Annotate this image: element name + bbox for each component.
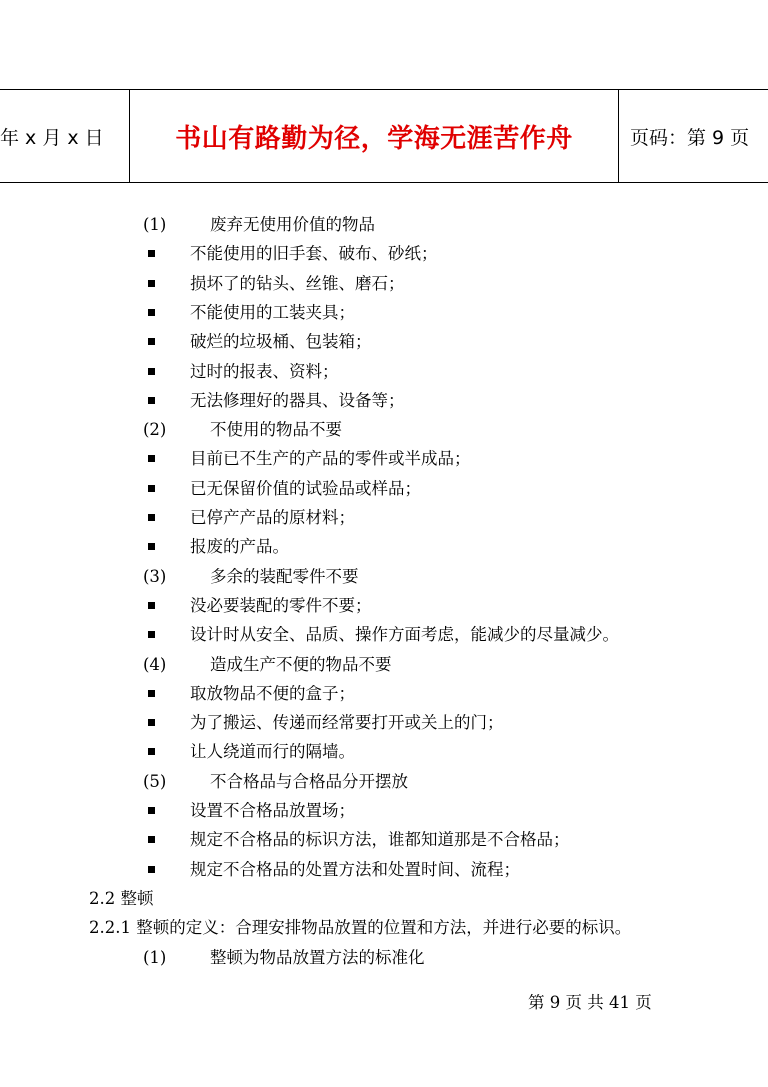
square-bullet-icon [148,250,155,257]
square-bullet-icon [148,368,155,375]
square-bullet-icon [148,309,155,316]
bullet-text: 规定不合格品的标识方法，谁都知道那是不合格品； [190,830,570,850]
bullet-item [0,855,768,884]
bullet-text: 无法修理好的器具、设备等； [190,390,405,410]
header-page-cell [619,90,768,182]
header-motto-cell [130,90,619,182]
header-page-label: 页码：第 9 页 [630,126,750,149]
numbered-heading [0,210,768,239]
square-bullet-icon [148,807,155,814]
bullet-text: 让人绕道而行的隔墙。 [190,742,355,762]
item-number: (1) [143,947,167,967]
bullet-item [0,620,768,649]
square-bullet-icon [148,719,155,726]
header-motto: 书山有路勤为径，学海无涯苦作舟 [175,123,573,154]
bullet-item [0,474,768,503]
section-text: 2.2.1 整顿的定义：合理安排物品放置的位置和方法，并进行必要的标识。 [89,918,632,938]
heading-text: 整顿为物品放置方法的标准化 [210,947,425,967]
square-bullet-icon [148,280,155,287]
page-header [0,89,768,183]
heading-text: 不使用的物品不要 [210,420,342,440]
square-bullet-icon [148,748,155,755]
heading-text: 造成生产不便的物品不要 [210,654,392,674]
section-line [0,884,768,913]
bullet-item [0,825,768,854]
square-bullet-icon [148,485,155,492]
numbered-heading [0,562,768,591]
bullet-item [0,269,768,298]
square-bullet-icon [148,455,155,462]
bullet-text: 取放物品不便的盒子； [190,683,355,703]
bullet-item [0,796,768,825]
bullet-item [0,298,768,327]
bullet-text: 已无保留价值的试验品或样品； [190,478,421,498]
bullet-text: 过时的报表、资料； [190,361,339,381]
bullet-text: 不能使用的旧手套、破布、砂纸； [190,244,438,264]
bullet-text: 没必要装配的零件不要； [190,595,372,615]
section-line [0,913,768,942]
bullet-text: 报废的产品。 [190,537,289,557]
numbered-heading [0,767,768,796]
item-number: (3) [143,566,167,586]
header-date-cell [0,90,130,182]
bullet-item [0,357,768,386]
item-number: (4) [143,654,167,674]
bullet-text: 破烂的垃圾桶、包装箱； [190,332,372,352]
item-number: (2) [143,420,167,440]
header-date: 年 x 月 x 日 [0,126,104,149]
heading-text: 废弃无使用价值的物品 [210,215,375,234]
square-bullet-icon [148,631,155,638]
square-bullet-icon [148,866,155,873]
bullet-text: 已停产产品的原材料； [190,508,355,527]
bullet-text: 不能使用的工装夹具； [190,302,355,322]
square-bullet-icon [148,338,155,345]
square-bullet-icon [148,690,155,697]
bullet-item [0,239,768,268]
bullet-text: 目前已不生产的产品的零件或半成品； [190,449,471,469]
bullet-item [0,532,768,561]
numbered-heading [0,650,768,679]
square-bullet-icon [148,397,155,404]
section-text: 2.2 整顿 [89,888,154,908]
bullet-item [0,503,768,532]
square-bullet-icon [148,543,155,550]
bullet-item [0,737,768,766]
heading-text: 不合格品与合格品分开摆放 [210,771,408,791]
item-number: (1) [143,215,167,234]
bullet-item [0,679,768,708]
bullet-text: 损坏了的钻头、丝锥、磨石； [190,273,405,293]
bullet-text: 设计时从安全、品质、操作方面考虑，能减少的尽量减少。 [190,625,619,645]
bullet-text: 规定不合格品的处置方法和处置时间、流程； [190,859,520,879]
heading-text: 多余的装配零件不要 [210,566,359,586]
item-number: (5) [143,771,167,791]
bullet-text: 设置不合格品放置场； [190,801,355,820]
bullet-text: 为了搬运、传递而经常要打开或关上的门； [190,713,504,733]
square-bullet-icon [148,836,155,843]
bullet-item [0,386,768,415]
bullet-item [0,591,768,620]
page-footer: 第 9 页 共 41 页 [528,993,652,1012]
square-bullet-icon [148,514,155,521]
bullet-item [0,708,768,737]
bullet-item [0,327,768,356]
numbered-heading [0,943,768,972]
bullet-item [0,444,768,473]
numbered-heading [0,415,768,444]
square-bullet-icon [148,602,155,609]
